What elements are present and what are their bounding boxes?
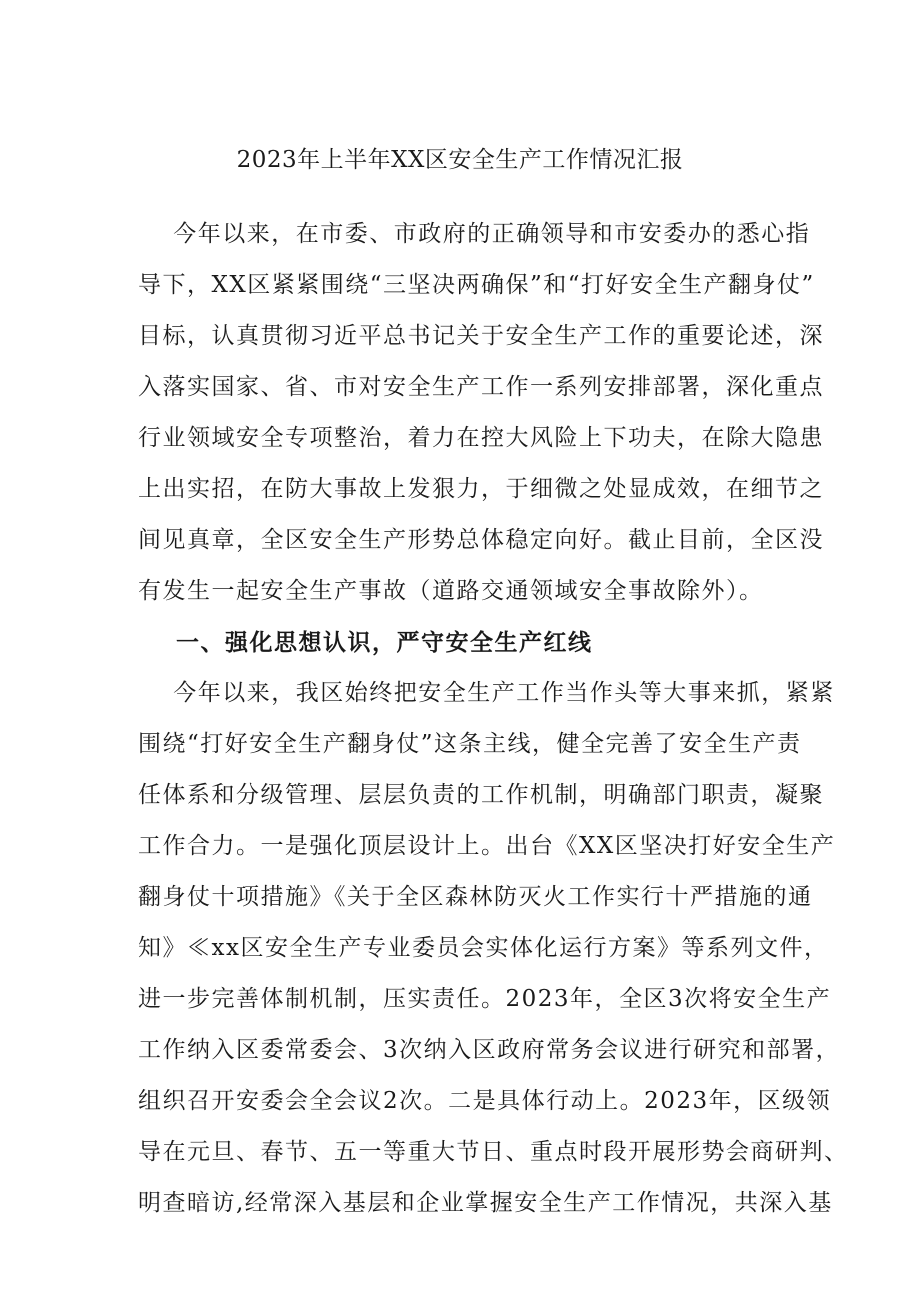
paragraph-line: 目标，认真贯彻习近平总书记关于安全生产工作的重要论述，深 — [138, 323, 824, 349]
paragraph-line: 间见真章，全区安全生产形势总体稳定向好。截止目前，全区没 — [138, 527, 824, 553]
paragraph-line: 工作纳入区委常委会、3次纳入区政府常务会议进行研究和部署， — [138, 1037, 841, 1063]
paragraph-line: 有发生一起安全生产事故（道路交通领域安全事故除外）。 — [138, 578, 764, 604]
paragraph-line: 工作合力。一是强化顶层设计上。出台《XX区坚决打好安全生产 — [138, 833, 836, 859]
paragraph-line: 今年以来，在市委、市政府的正确领导和市安委办的悉心指 — [138, 221, 811, 247]
section-heading: 一、强化思想认识，严守安全生产红线 — [138, 629, 593, 656]
paragraph-line: 进一步完善体制机制，压实责任。2023年，全区3次将安全生产 — [138, 986, 832, 1012]
paragraph-line: 导在元旦、春节、五一等重大节日、重点时段开展形势会商研判、 — [138, 1139, 849, 1165]
paragraph-line: 入落实国家、省、市对安全生产工作一系列安排部署，深化重点 — [138, 374, 824, 400]
document-body — [138, 209, 849, 1229]
paragraph-line: 明查暗访,经常深入基层和企业掌握安全生产工作情况，共深入基 — [138, 1190, 833, 1216]
paragraph-line: 任体系和分级管理、层层负责的工作机制，明确部门职责，凝聚 — [138, 782, 824, 808]
paragraph-line: 组织召开安委会全会议2次。二是具体行动上。2023年，区级领 — [138, 1088, 832, 1114]
paragraph-line: 行业领域安全专项整治，着力在控大风险上下功夫，在除大隐患 — [138, 425, 824, 451]
paragraph-line: 导下，XX区紧紧围绕“三坚决两确保”和“打好安全生产翻身仗” — [138, 272, 815, 298]
document-title: 2023年上半年XX区安全生产工作情况汇报 — [236, 147, 684, 173]
paragraph-line: 围绕“打好安全生产翻身仗”这条主线，健全完善了安全生产责 — [138, 731, 802, 757]
paragraph-line: 上出实招，在防大事故上发狠力，于细微之处显成效，在细节之 — [138, 476, 824, 502]
paragraph-line: 知》≪xx区安全生产专业委员会实体化运行方案》等系列文件， — [138, 935, 829, 961]
paragraph-line: 今年以来，我区始终把安全生产工作当作头等大事来抓，紧紧 — [138, 680, 835, 706]
paragraph-line: 翻身仗十项措施》《关于全区森林防灭火工作实行十严措施的通 — [138, 884, 813, 910]
